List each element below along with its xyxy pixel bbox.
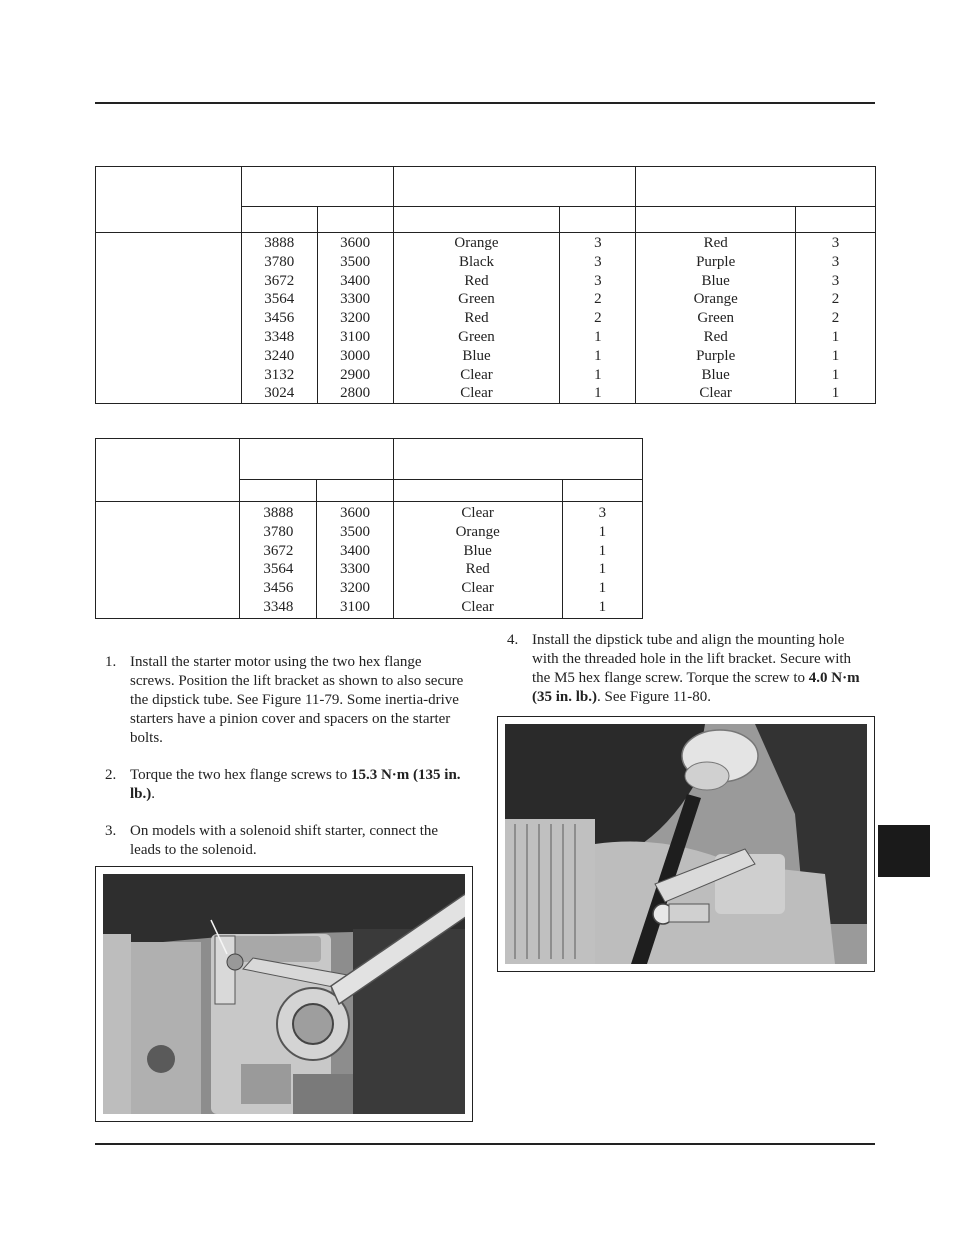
spec-table-2 — [95, 438, 643, 619]
t1-col-d: 3 3 3 2 2 1 1 1 1 — [560, 233, 636, 404]
dipstick-photo-drawing — [505, 724, 867, 964]
t1-body-label — [96, 233, 242, 404]
section-tab — [878, 825, 930, 877]
t1-col-b: 3600 3500 3400 3300 3200 3100 3000 2900 2800 — [317, 233, 393, 404]
spec-table-1 — [95, 166, 876, 404]
t1-col-f: 3 3 3 2 2 1 1 1 1 — [796, 233, 876, 404]
t2-header-group1 — [240, 439, 393, 480]
header-rule — [95, 102, 875, 104]
t2-col-d: 3 1 1 1 1 1 — [562, 502, 642, 619]
t1-col-c: Orange Black Red Green Red Green Blue Clear Clear — [393, 233, 560, 404]
steps-right — [499, 631, 871, 707]
t1-col-e: Red Purple Blue Orange Green Red Purple Blue Clear — [636, 233, 796, 404]
dipstick-photo — [505, 724, 867, 964]
steps-left — [97, 653, 469, 878]
step-1: 1. Install the starter motor using the two hex flange screws. Position the lift bracket as shown to also secure the dipstick tube. See Figure 11-79. Some inertia-drive starters have a pinion cover and spacers on the starter bolts. — [105, 654, 464, 746]
step-4: 4. Install the dipstick tube and align the mounting hole with the threaded hole in the lift bracket. Secure with the M5 hex flange screw. Torque the screw to 4.0 N·m (35 in. lb.). See Figure 11-80. — [507, 632, 860, 705]
figure-starter-install — [95, 866, 473, 1122]
t1-header-label — [96, 167, 242, 233]
t2-header-label — [96, 439, 240, 502]
figure-dipstick-tube — [497, 716, 875, 972]
step-2: 2. Torque the two hex flange screws to 15.3 N·m (135 in. lb.). — [105, 767, 461, 802]
t1-col-a: 3888 3780 3672 3564 3456 3348 3240 3132 3024 — [241, 233, 317, 404]
t1-header-group2 — [393, 167, 636, 207]
t2-header-group2 — [393, 439, 642, 480]
starter-photo — [103, 874, 465, 1114]
footer-rule — [95, 1143, 875, 1145]
starter-photo-drawing — [103, 874, 465, 1114]
t2-body-label — [96, 502, 240, 619]
t1-header-group3 — [636, 167, 876, 207]
step-3: 3. On models with a solenoid shift starter, connect the leads to the solenoid. — [105, 823, 439, 858]
t1-header-group1 — [241, 167, 393, 207]
t2-col-a: 3888 3780 3672 3564 3456 3348 — [240, 502, 317, 619]
t2-col-c: Clear Orange Blue Red Clear Clear — [393, 502, 562, 619]
t2-col-b: 3600 3500 3400 3300 3200 3100 — [317, 502, 393, 619]
